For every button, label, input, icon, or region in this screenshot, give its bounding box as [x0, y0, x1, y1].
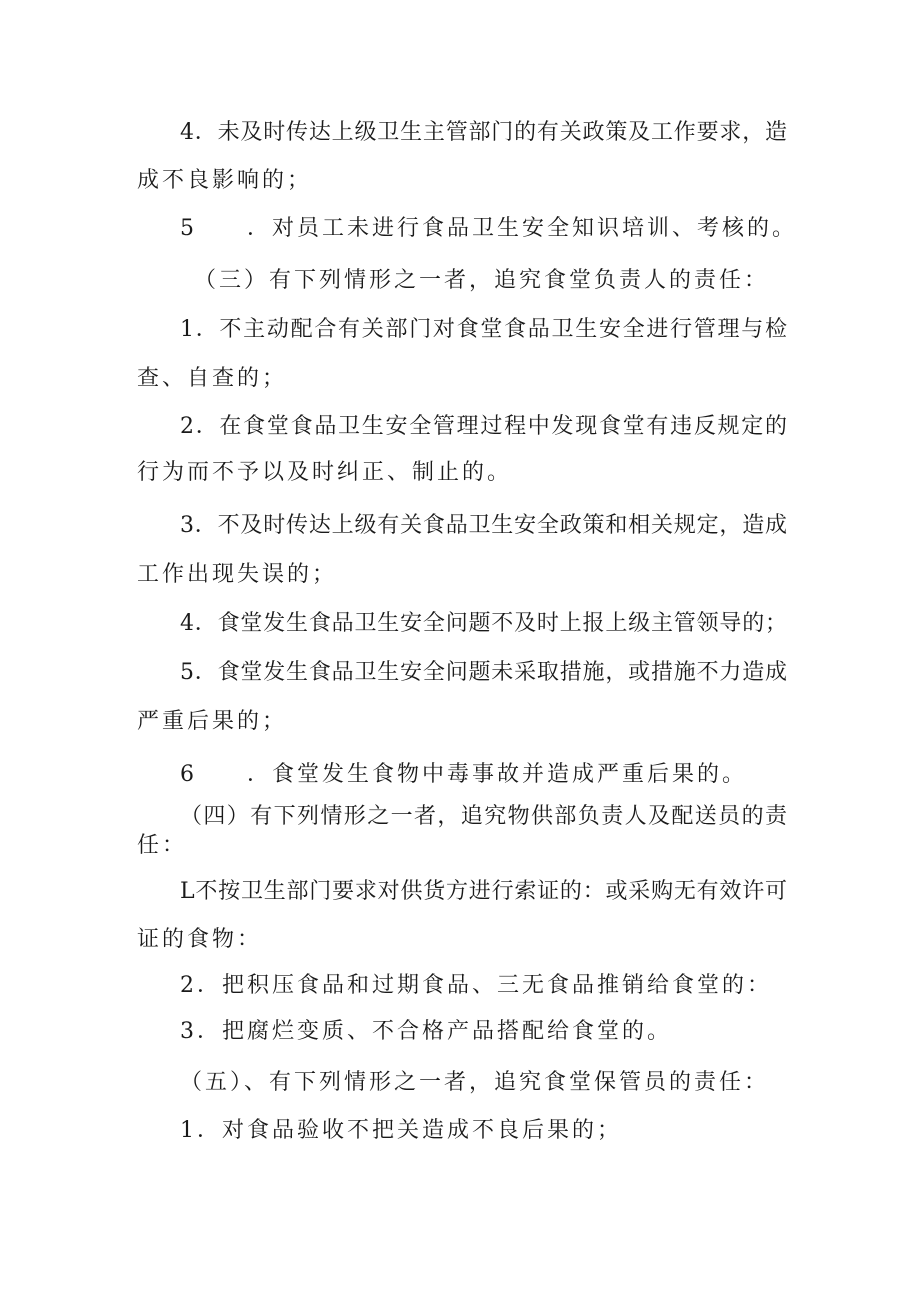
text-line: 成不良影响的； [137, 168, 313, 193]
section-heading: （三）有下列情形之一者，追究食堂负责人的责任： [194, 268, 770, 293]
text-line: 2．把积压食品和过期食品、三无食品推销给食堂的： [180, 973, 772, 998]
text-line: 行为而不予以及时纠正、制止的。 [137, 460, 513, 485]
text-line: 4．未及时传达上级卫生主管部门的有关政策及工作要求，造 [180, 120, 787, 145]
section-heading: （五）、有下列情形之一者，追究食堂保管员的责任： [180, 1070, 770, 1095]
text-line: 任： [137, 833, 188, 858]
text-line: 严重后果的； [137, 709, 288, 734]
text-line: 6 ．食堂发生食物中毒事故并造成严重后果的。 [180, 762, 747, 787]
text-line: 查、自查的； [137, 366, 288, 391]
text-line: 3．把腐烂变质、不合格产品搭配给食堂的。 [180, 1019, 672, 1044]
text-line: 工作出现失误的； [137, 562, 338, 587]
text-line: 3．不及时传达上级有关食品卫生安全政策和相关规定，造成 [180, 513, 787, 538]
text-line: 1．不主动配合有关部门对食堂食品卫生安全进行管理与检 [180, 317, 787, 342]
text-line: 5．食堂发生食品卫生安全问题未采取措施，或措施不力造成 [180, 660, 787, 685]
text-line: 5 ．对员工未进行食品卫生安全知识培训、考核的。 [180, 216, 797, 241]
text-line: L不按卫生部门要求对供货方进行索证的：或采购无有效许可 [180, 879, 787, 904]
section-heading: （四）有下列情形之一者，追究物供部负责人及配送员的责 [180, 804, 787, 829]
text-line: 4．食堂发生食品卫生安全问题不及时上报上级主管领导的； [180, 611, 787, 636]
text-line: 证的食物： [137, 927, 263, 952]
text-line: 1．对食品验收不把关造成不良后果的； [180, 1118, 622, 1143]
text-line: 2．在食堂食品卫生安全管理过程中发现食堂有违反规定的 [180, 414, 787, 439]
